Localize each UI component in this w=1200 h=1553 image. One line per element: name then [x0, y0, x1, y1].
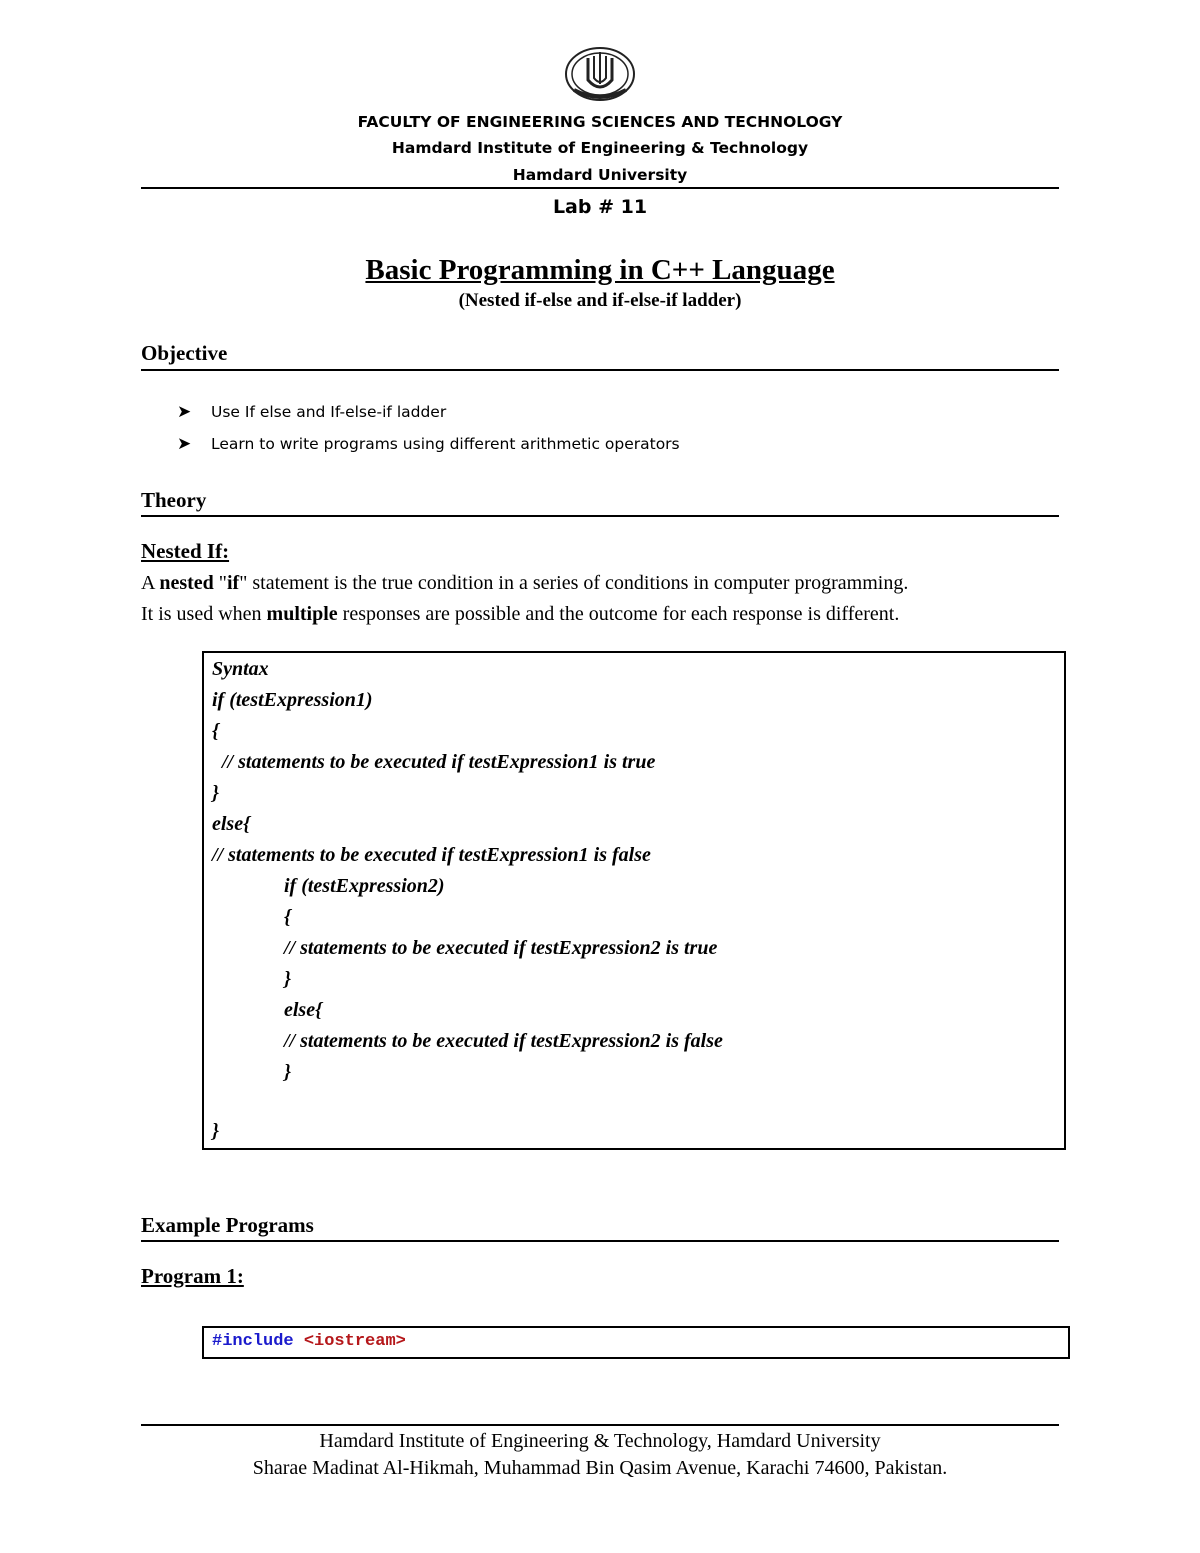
- university-name: Hamdard University: [512, 166, 688, 184]
- text-run: It is used when: [141, 603, 267, 625]
- theory-paragraph-line: [141, 603, 899, 626]
- objective-divider: [141, 369, 1059, 371]
- syntax-line: // statements to be executed if testExpression2 is true: [284, 937, 718, 959]
- document-subtitle: (Nested if-else and if-else-if ladder): [458, 290, 742, 311]
- objective-item: [177, 402, 446, 422]
- bold-run: nested: [159, 572, 214, 594]
- institute-name: Hamdard Institute of Engineering & Technology: [391, 139, 809, 157]
- objective-item-text: Learn to write programs using different arithmetic operators: [211, 435, 680, 453]
- syntax-line: else{: [212, 813, 251, 835]
- university-logo: [562, 44, 638, 106]
- objective-item-text: Use If else and If-else-if ladder: [211, 403, 447, 421]
- text-run: ": [213, 572, 227, 594]
- text-run: " statement is the true condition in a series of conditions in computer programming.: [239, 572, 909, 594]
- header-divider: [141, 187, 1059, 189]
- code-line: [212, 1332, 406, 1351]
- syntax-line: if (testExpression2): [284, 875, 445, 897]
- syntax-line: }: [284, 968, 291, 990]
- syntax-line: }: [284, 1061, 291, 1083]
- program-1-heading: Program 1:: [141, 1264, 244, 1288]
- syntax-line: {: [212, 720, 219, 742]
- lab-number: Lab # 11: [552, 196, 648, 218]
- bold-run: multiple: [266, 603, 338, 625]
- syntax-line: }: [212, 1120, 219, 1142]
- syntax-line: Syntax: [212, 658, 269, 680]
- syntax-line: // statements to be executed if testExpression1 is true: [212, 751, 656, 773]
- theory-divider: [141, 515, 1059, 517]
- footer-divider: [141, 1424, 1059, 1426]
- theory-paragraph-line: [141, 572, 908, 595]
- syntax-line: if (testExpression1): [212, 689, 373, 711]
- objective-heading: Objective: [141, 341, 228, 365]
- theory-heading: Theory: [141, 488, 207, 512]
- document-title: Basic Programming in C++ Language: [365, 254, 835, 286]
- arrow-bullet-icon: ➤: [177, 434, 192, 454]
- arrow-bullet-icon: ➤: [177, 402, 192, 422]
- code-box: [202, 1326, 1070, 1359]
- syntax-line: else{: [284, 999, 323, 1021]
- syntax-box: [202, 651, 1066, 1150]
- header-name: <iostream>: [303, 1332, 406, 1351]
- examples-heading: Example Programs: [141, 1213, 314, 1237]
- syntax-line: // statements to be executed if testExpression1 is false: [212, 844, 651, 866]
- text-run: responses are possible and the outcome for each response is different.: [337, 603, 900, 625]
- preprocessor-keyword: #include: [212, 1332, 294, 1351]
- syntax-line: }: [212, 782, 219, 804]
- faculty-name: FACULTY OF ENGINEERING SCIENCES AND TECHNOLOGY: [357, 113, 843, 131]
- syntax-line: {: [284, 906, 291, 928]
- examples-divider: [141, 1240, 1059, 1242]
- objective-item: [177, 434, 680, 454]
- footer-line: Sharae Madinat Al-Hikmah, Muhammad Bin Qasim Avenue, Karachi 74600, Pakistan.: [252, 1457, 948, 1479]
- bold-run: if: [226, 572, 240, 594]
- nested-if-heading: Nested If:: [141, 539, 230, 563]
- text-run: A: [141, 572, 160, 594]
- syntax-line: // statements to be executed if testExpression2 is false: [284, 1030, 723, 1052]
- footer-line: Hamdard Institute of Engineering & Technology, Hamdard University: [319, 1430, 881, 1452]
